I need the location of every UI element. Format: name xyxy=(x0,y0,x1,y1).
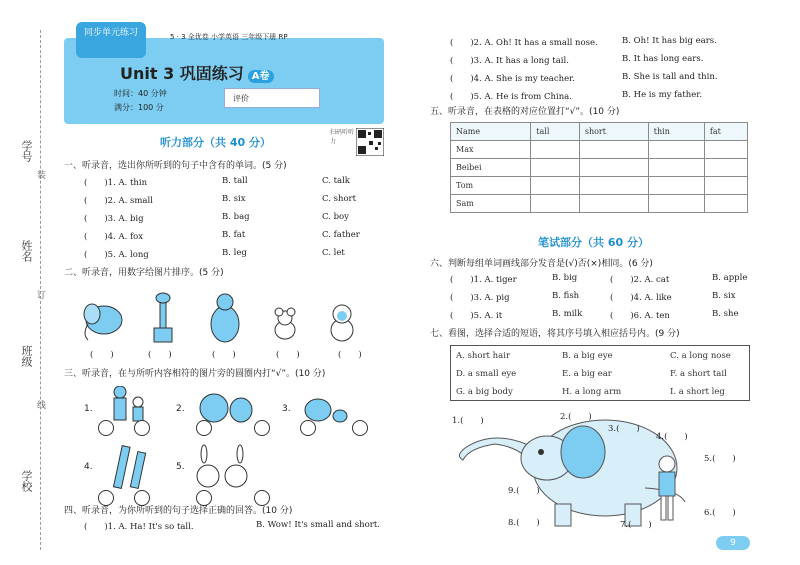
q6-option[interactable]: B. fish xyxy=(552,291,580,301)
q6-option[interactable]: ( )1. A. tiger xyxy=(450,275,517,285)
q2-blank[interactable]: ( ) xyxy=(212,350,236,360)
q4-option-a[interactable]: ( )4. A. She is my teacher. xyxy=(450,74,575,84)
q4-option-a[interactable]: ( )2. A. Oh! It has a small nose. xyxy=(450,38,598,48)
phrase-option: A. short hair xyxy=(456,351,511,361)
evaluation-label: 评价 xyxy=(233,94,249,103)
time-info: 时间：40 分钟 xyxy=(114,89,167,98)
writing-section-title: 笔试部分（共 60 分） xyxy=(538,236,649,249)
q3-title: 三、听录音，在与所听内容相符的图片旁的圆圈内打“√”。(10 分) xyxy=(64,369,326,379)
q3-num: 1. xyxy=(84,404,93,414)
q4-title: 四、听录音，为你所听到的句子选择正确的回答。(10 分) xyxy=(64,506,293,516)
q1-option[interactable]: B. leg xyxy=(222,248,247,258)
q2-pictures xyxy=(80,290,380,348)
q6-option[interactable]: ( )4. A. like xyxy=(610,293,672,303)
monkey-picture xyxy=(331,305,353,341)
answer-label[interactable]: 3.( ) xyxy=(608,424,640,434)
q1-option[interactable]: ( )2. A. small xyxy=(84,196,153,206)
table-header: short xyxy=(579,123,648,141)
sticks-picture xyxy=(114,446,146,489)
cut-mark: 订 xyxy=(35,290,45,299)
answer-label[interactable]: 6.( ) xyxy=(704,508,736,518)
q5-table xyxy=(450,122,748,213)
unit-title-text: Unit 3 巩固练习 xyxy=(120,64,244,83)
cut-mark: 线 xyxy=(35,400,45,409)
evaluation-box[interactable] xyxy=(224,88,320,108)
q1-option[interactable]: C. talk xyxy=(322,176,350,186)
tick-cell[interactable] xyxy=(579,141,648,159)
class-label: 班级 xyxy=(20,345,33,367)
answer-circle[interactable] xyxy=(300,420,316,436)
q3-pictures xyxy=(96,386,376,496)
q4-option-b[interactable]: B. He is my father. xyxy=(622,90,703,100)
answer-label[interactable]: 9.( ) xyxy=(508,486,540,496)
tick-cell[interactable] xyxy=(531,141,580,159)
phrase-option: D. a small eye xyxy=(456,369,517,379)
q6-option[interactable]: ( )6. A. ten xyxy=(610,311,670,321)
answer-circle[interactable] xyxy=(254,420,270,436)
table-header: Name xyxy=(451,123,531,141)
phrase-option: E. a big ear xyxy=(562,369,612,379)
elephant-illustration xyxy=(455,408,735,536)
q6-option[interactable]: ( )3. A. pig xyxy=(450,293,510,303)
name-label: 姓名 xyxy=(20,240,33,262)
name-cell: Max xyxy=(451,141,531,159)
people-picture xyxy=(114,386,143,421)
q6-option[interactable]: ( )5. A. it xyxy=(450,311,503,321)
q2-blank[interactable]: ( ) xyxy=(148,350,172,360)
q4-option-b[interactable]: B. She is tall and thin. xyxy=(622,72,718,82)
q6-option[interactable]: B. she xyxy=(712,309,739,319)
name-cell: Beibei xyxy=(451,159,531,177)
tick-cell[interactable] xyxy=(704,159,747,177)
page-title xyxy=(120,61,274,84)
book-info-strip: 5 · 3 全优卷 小学英语 三年级下册 RP xyxy=(170,33,288,41)
q1-option[interactable]: B. six xyxy=(222,194,246,204)
tick-cell[interactable] xyxy=(704,195,747,213)
table-header-row xyxy=(451,123,748,141)
q6-option[interactable]: ( )2. A. cat xyxy=(610,275,670,285)
q6-title: 六、判断每组单词画线部分发音是(√)否(×)相同。(6 分) xyxy=(430,259,653,269)
tick-cell[interactable] xyxy=(648,177,704,195)
tick-cell[interactable] xyxy=(531,195,580,213)
q6-option[interactable]: B. big xyxy=(552,273,578,283)
school-label: 学校 xyxy=(20,470,33,492)
listening-section-title: 听力部分（共 40 分） xyxy=(160,136,271,149)
page-number: 9 xyxy=(716,536,750,550)
rabbits-picture xyxy=(197,445,247,487)
binding-margin xyxy=(0,0,58,565)
q6-option[interactable]: B. apple xyxy=(712,273,748,283)
q1-option[interactable]: ( )4. A. fox xyxy=(84,232,144,242)
q4-option-b[interactable]: B. Oh! It has big ears. xyxy=(622,36,717,46)
tick-cell[interactable] xyxy=(531,159,580,177)
q1-option[interactable]: B. tall xyxy=(222,176,248,186)
name-cell: Sam xyxy=(451,195,531,213)
q3-num: 4. xyxy=(84,462,93,472)
answer-circle[interactable] xyxy=(98,420,114,436)
q2-blank[interactable]: ( ) xyxy=(338,350,362,360)
q2-blank[interactable]: ( ) xyxy=(90,350,114,360)
phrase-option: F. a short tail xyxy=(670,369,727,379)
answer-label[interactable]: 1.( ) xyxy=(452,416,484,426)
answer-label[interactable]: 8.( ) xyxy=(508,518,540,528)
q1-option[interactable]: ( )5. A. long xyxy=(84,250,149,260)
table-header: fat xyxy=(704,123,747,141)
student-id-label: 学号 xyxy=(20,140,33,162)
name-cell: Tom xyxy=(451,177,531,195)
tick-cell[interactable] xyxy=(648,141,704,159)
table-row xyxy=(451,159,748,177)
table-header: tall xyxy=(531,123,580,141)
q1-option[interactable]: C. boy xyxy=(322,212,349,222)
answer-label[interactable]: 7.( ) xyxy=(620,520,652,530)
qr-label: 扫码听听力 xyxy=(330,129,355,145)
q4-option-a[interactable]: ( )3. A. It has a long tail. xyxy=(450,56,569,66)
bears-picture xyxy=(200,394,252,422)
q1-option[interactable]: C. let xyxy=(322,248,345,258)
q4-option-a[interactable]: ( )5. A. He is from China. xyxy=(450,92,572,102)
tick-cell[interactable] xyxy=(579,195,648,213)
tick-cell[interactable] xyxy=(704,141,747,159)
table-row xyxy=(451,195,748,213)
q4-row-1-b[interactable]: B. Wow! It's small and short. xyxy=(256,520,380,530)
answer-label[interactable]: 2.( ) xyxy=(560,412,592,422)
answer-label[interactable]: 4.( ) xyxy=(656,432,688,442)
q1-option[interactable]: B. bag xyxy=(222,212,250,222)
tick-cell[interactable] xyxy=(648,195,704,213)
mouse-picture xyxy=(275,308,295,339)
q1-option[interactable]: ( )3. A. big xyxy=(84,214,144,224)
elephant-picture xyxy=(84,304,122,340)
tick-cell[interactable] xyxy=(531,177,580,195)
level-badge: A卷 xyxy=(248,70,274,83)
score-info: 满分：100 分 xyxy=(114,103,164,112)
q6-option[interactable]: B. six xyxy=(712,291,736,301)
q5-title: 五、听录音，在表格的对应位置打“√”。(10 分) xyxy=(430,107,620,117)
q6-option[interactable]: B. milk xyxy=(552,309,583,319)
series-badge: 同步单元练习 xyxy=(76,22,146,58)
answer-circle[interactable] xyxy=(196,420,212,436)
q3-num: 3. xyxy=(282,404,291,414)
tick-cell[interactable] xyxy=(704,177,747,195)
tick-cell[interactable] xyxy=(579,159,648,177)
q2-blank[interactable]: ( ) xyxy=(276,350,300,360)
bear-picture xyxy=(211,294,239,342)
q1-option[interactable]: ( )1. A. thin xyxy=(84,178,148,188)
q1-title: 一、听录音，选出你所听到的句子中含有的单词。(5 分) xyxy=(64,161,287,171)
phrase-option: B. a big eye xyxy=(562,351,613,361)
q4-row-1-a[interactable]: ( )1. A. Ha! It's so tall. xyxy=(84,522,194,532)
giraffe-picture xyxy=(154,293,172,342)
table-row xyxy=(451,177,748,195)
tick-cell[interactable] xyxy=(579,177,648,195)
phrase-option: H. a long arm xyxy=(562,387,622,397)
q1-option[interactable]: C. short xyxy=(322,194,357,204)
qr-code-icon[interactable] xyxy=(356,128,384,156)
table-row xyxy=(451,141,748,159)
answer-label[interactable]: 5.( ) xyxy=(704,454,736,464)
answer-circle[interactable] xyxy=(352,420,368,436)
tick-cell[interactable] xyxy=(648,159,704,177)
q4-option-b[interactable]: B. It has long ears. xyxy=(622,54,704,64)
table-header: thin xyxy=(648,123,704,141)
q3-num: 5. xyxy=(176,462,185,472)
q1-option[interactable]: C. father xyxy=(322,230,360,240)
phrase-option: I. a short leg xyxy=(670,387,725,397)
cut-mark: 装 xyxy=(35,170,45,179)
q3-num: 2. xyxy=(176,404,185,414)
q1-option[interactable]: B. fat xyxy=(222,230,246,240)
phrase-option: C. a long nose xyxy=(670,351,731,361)
ducks-picture xyxy=(305,399,347,422)
phrase-option: G. a big body xyxy=(456,387,513,397)
q7-title: 七、看图，选择合适的短语，将其序号填入相应括号内。(9 分) xyxy=(430,329,680,339)
answer-circle[interactable] xyxy=(134,420,150,436)
q2-title: 二、听录音，用数字给图片排序。(5 分) xyxy=(64,268,224,278)
